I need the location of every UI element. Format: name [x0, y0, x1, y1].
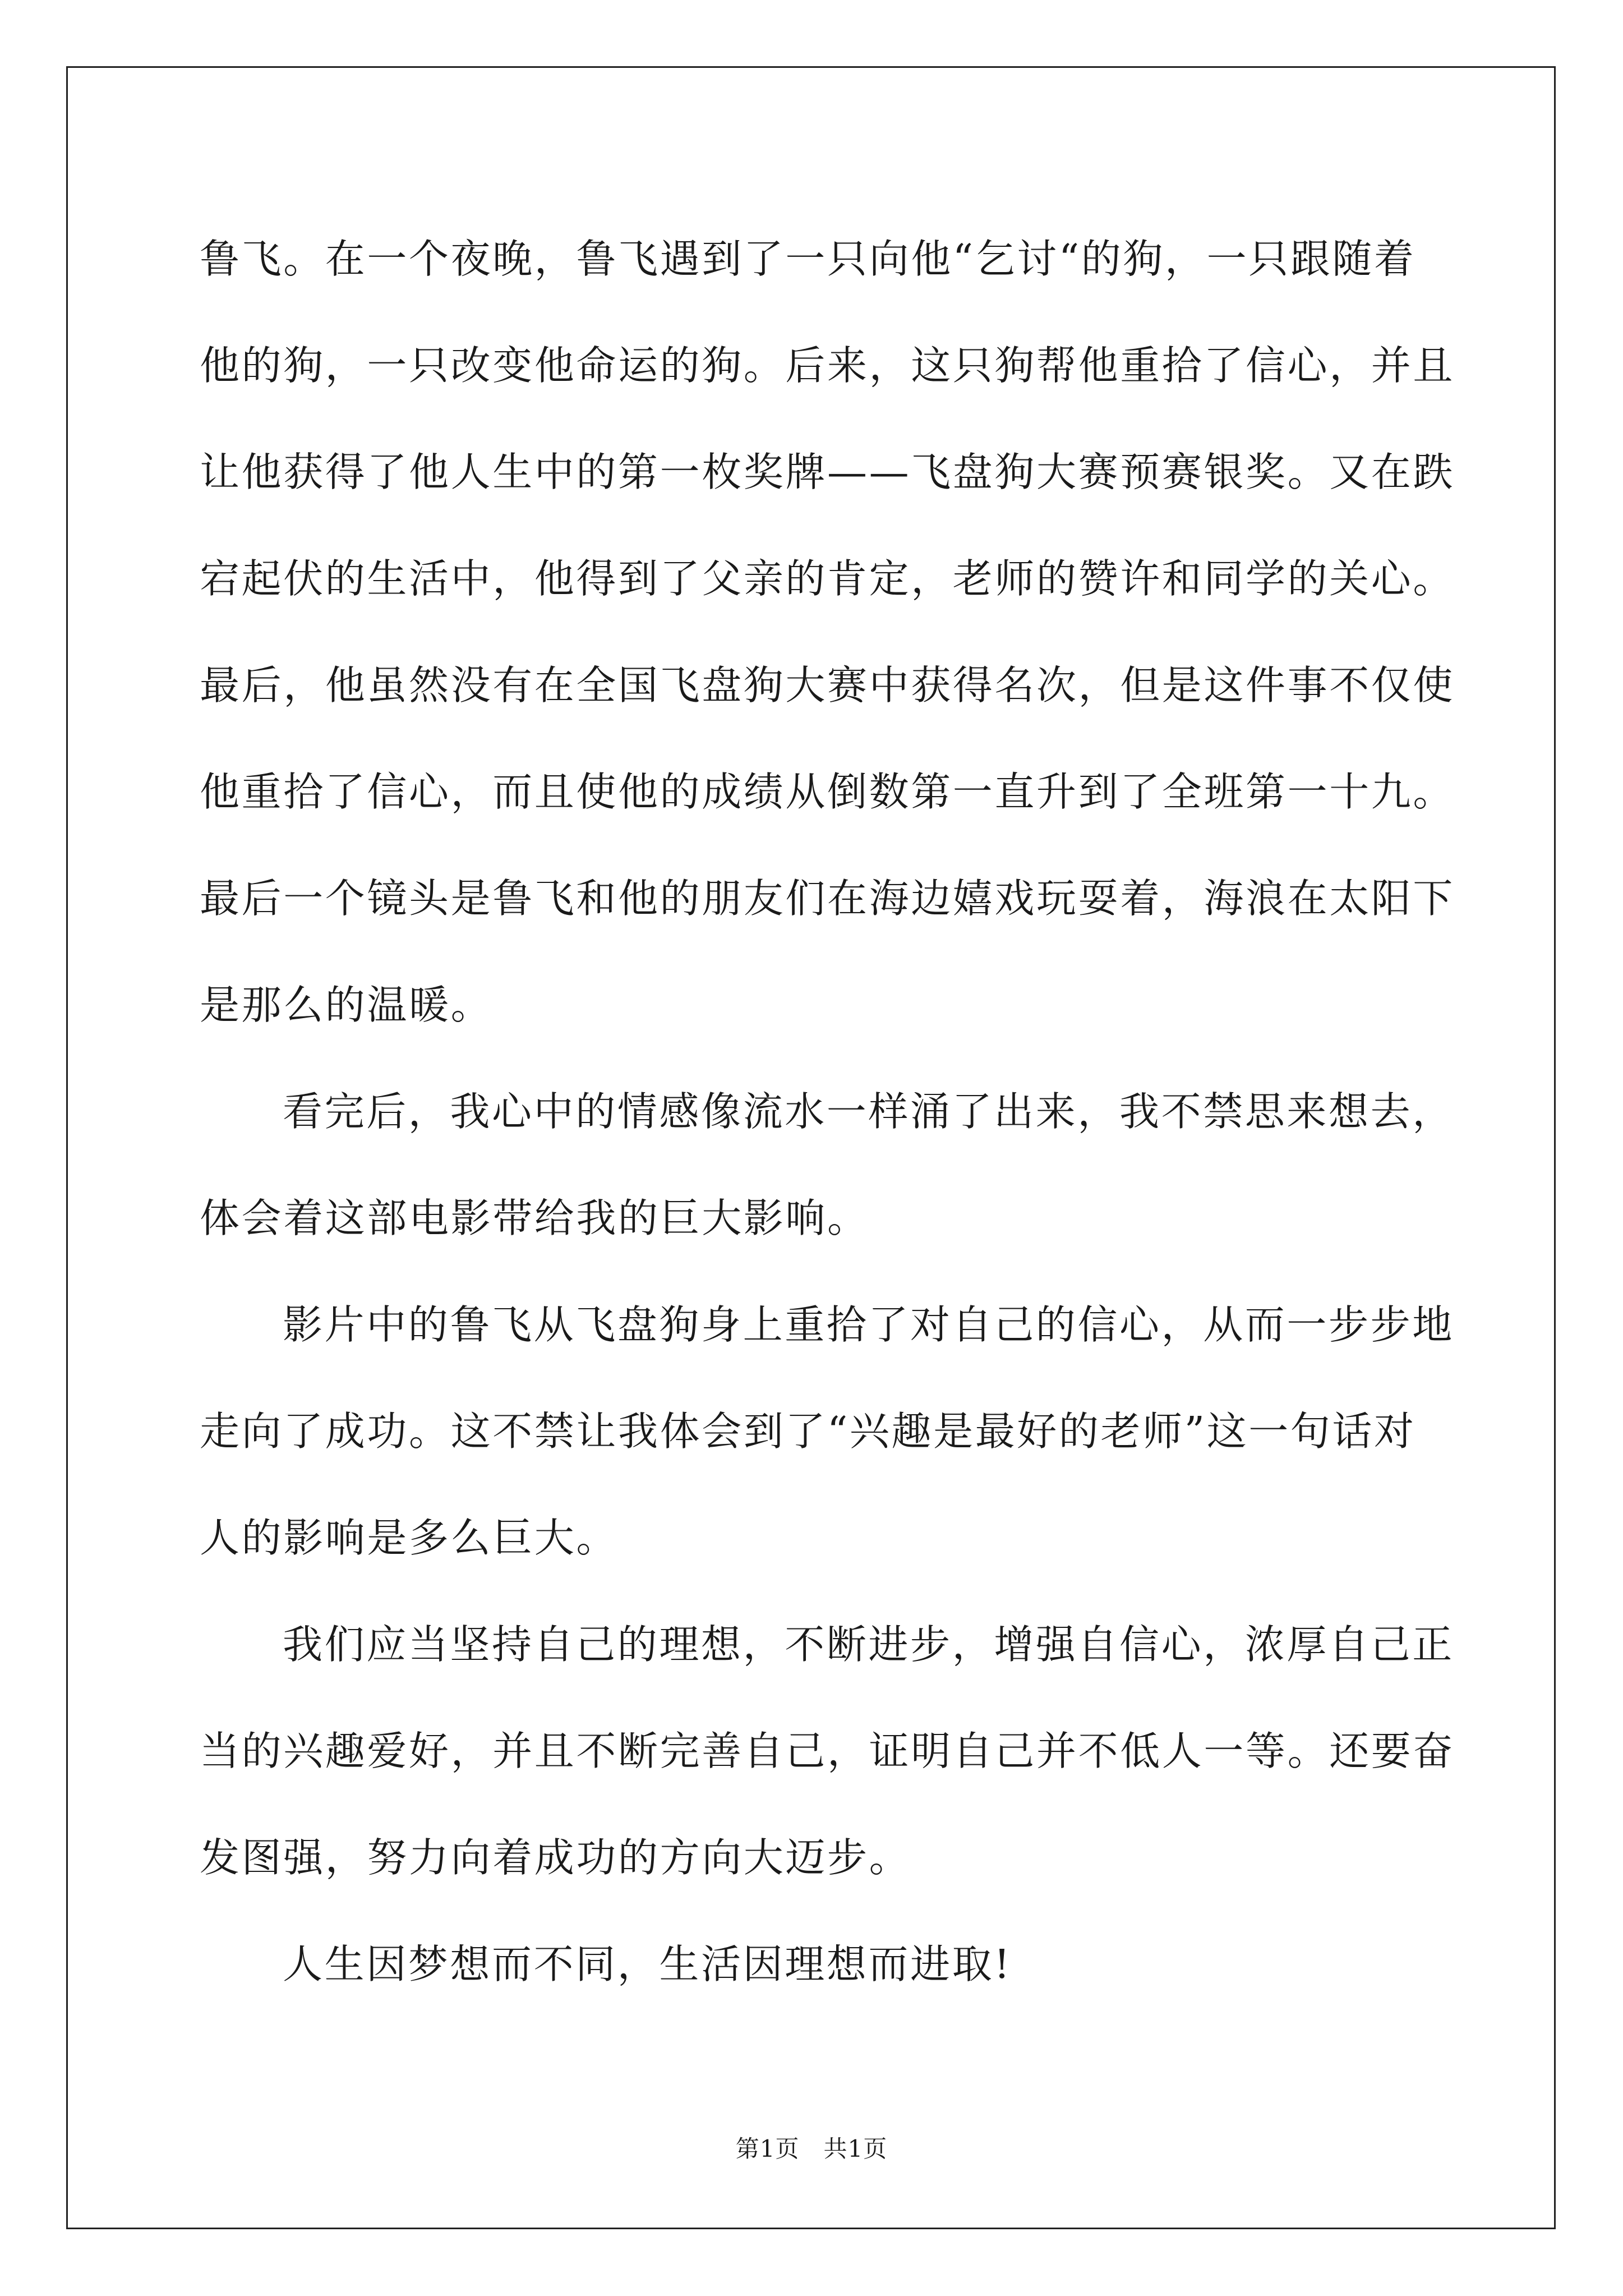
text-line: 他的狗，一只改变他命运的狗。后来，这只狗帮他重拾了信心，并且	[200, 342, 1455, 389]
text-line: 人的影响是多么巨大。	[200, 1515, 619, 1561]
paragraph-first-line: 人生因梦想而不同，生活因理想而进取!	[283, 1941, 1012, 1987]
paragraph-first-line: 我们应当坚持自己的理想，不断进步，增强自信心，浓厚自己正	[283, 1621, 1454, 1668]
text-line: 宕起伏的生活中，他得到了父亲的肯定，老师的赞许和同学的关心。	[200, 555, 1455, 602]
text-line: 走向了成功。这不禁让我体会到了“兴趣是最好的老师”这一句话对	[200, 1408, 1416, 1455]
text-line: 最后，他虽然没有在全国飞盘狗大赛中获得名次，但是这件事不仅使	[200, 662, 1455, 708]
text-line: 让他获得了他人生中的第一枚奖牌——飞盘狗大赛预赛银奖。又在跌	[200, 449, 1455, 495]
text-line: 体会着这部电影带给我的巨大影响。	[200, 1195, 869, 1241]
paragraph-first-line: 影片中的鲁飞从飞盘狗身上重拾了对自己的信心，从而一步步地	[283, 1301, 1454, 1348]
text-line: 鲁飞。在一个夜晚，鲁飞遇到了一只向他“乞讨“的狗，一只跟随着	[200, 236, 1416, 282]
paragraph-first-line: 看完后，我心中的情感像流水一样涌了出来，我不禁思来想去，	[283, 1088, 1454, 1135]
text-line: 他重拾了信心，而且使他的成绩从倒数第一直升到了全班第一十九。	[200, 769, 1455, 815]
page-number-footer: 第1页 共1页	[735, 2135, 888, 2162]
text-line: 是那么的温暖。	[200, 982, 493, 1028]
text-line: 最后一个镜头是鲁飞和他的朋友们在海边嬉戏玩耍着，海浪在太阳下	[200, 875, 1455, 922]
text-line: 当的兴趣爱好，并且不断完善自己，证明自己并不低人一等。还要奋	[200, 1728, 1455, 1774]
text-line: 发图强，努力向着成功的方向大迈步。	[200, 1834, 911, 1881]
document-body	[200, 220, 1455, 2032]
